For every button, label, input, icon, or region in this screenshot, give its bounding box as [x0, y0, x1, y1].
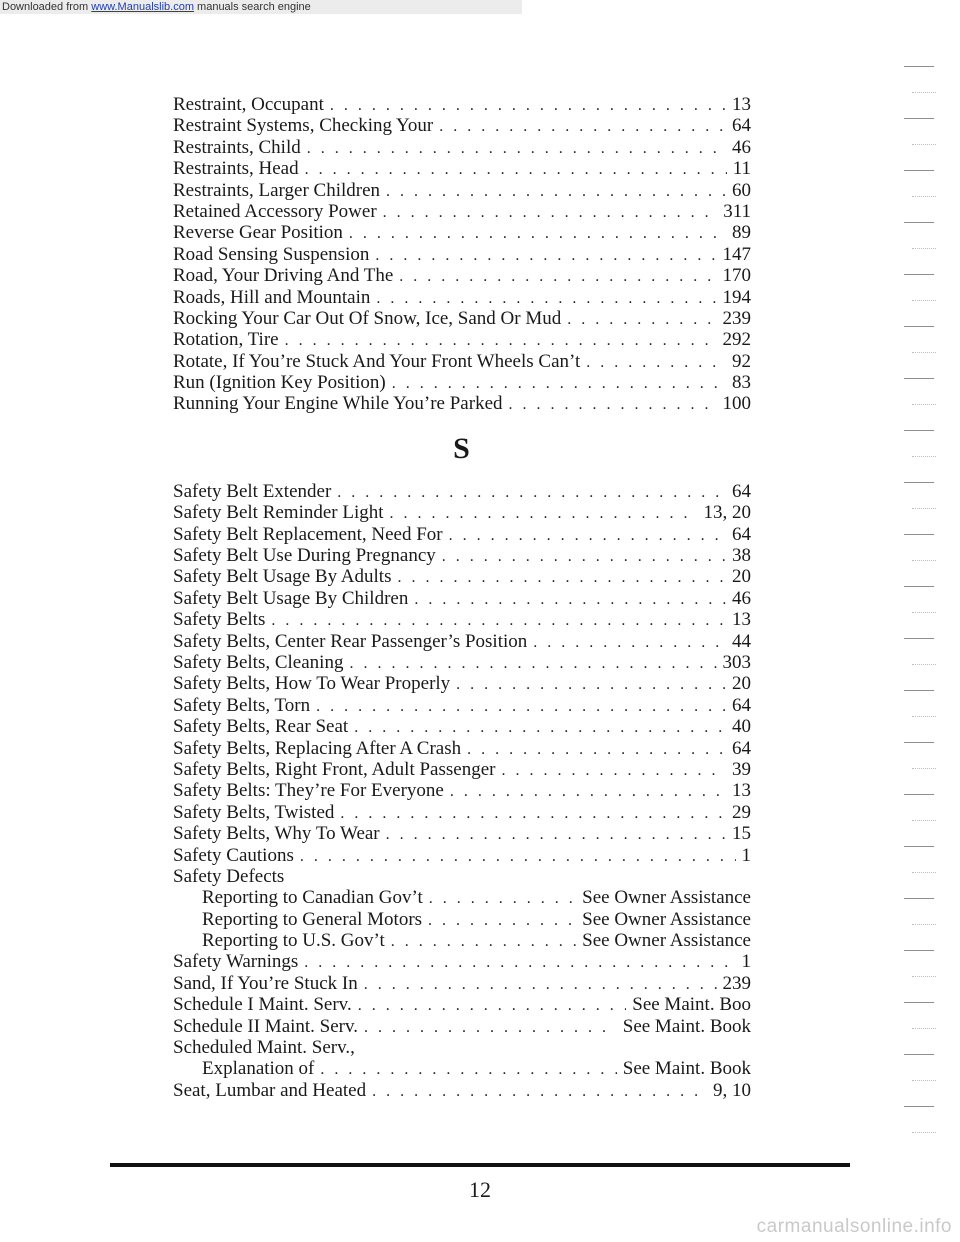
index-entry — [173, 1016, 751, 1037]
entry-label: Restraint Systems, Checking Your — [173, 115, 434, 137]
header-prefix: Downloaded from — [2, 1, 92, 13]
leader-dots — [428, 910, 576, 931]
s-entries-group — [173, 481, 751, 1101]
index-entry — [173, 673, 751, 694]
edge-dots — [912, 352, 936, 354]
entry-page: 64 — [732, 480, 751, 502]
entry-label: Safety Belts, Twisted — [173, 801, 335, 823]
edge-tick — [904, 118, 934, 119]
entry-label: Rotate, If You’re Stuck And Your Front Wheels Can’t — [173, 350, 581, 372]
index-entry — [173, 823, 751, 844]
edge-dots — [912, 716, 936, 718]
entry-label: Scheduled Maint. Serv., — [173, 1037, 355, 1059]
leader-dots — [533, 632, 726, 653]
index-entry — [173, 351, 751, 372]
entry-page: 39 — [732, 758, 751, 780]
entry-page: 92 — [732, 350, 751, 372]
manualslib-link[interactable]: www.Manualslib.com — [91, 1, 194, 13]
entry-label: Safety Warnings — [173, 951, 299, 973]
edge-dots — [912, 300, 936, 302]
index-entry — [173, 137, 751, 158]
section-letter-heading: S — [453, 431, 471, 465]
edge-dots — [912, 196, 936, 198]
entry-label: Safety Belts: They’re For Everyone — [173, 780, 444, 802]
leader-dots — [449, 525, 726, 546]
index-entry — [173, 909, 751, 930]
entry-page: 194 — [722, 286, 751, 308]
entry-page: 44 — [732, 630, 751, 652]
index-entry — [173, 222, 751, 243]
page-edge-marks — [904, 60, 944, 1160]
edge-tick — [904, 690, 934, 691]
edge-tick — [904, 846, 934, 847]
leader-dots — [316, 696, 726, 717]
edge-dots — [912, 92, 936, 94]
leader-dots — [414, 589, 726, 610]
leader-dots — [376, 288, 716, 309]
entry-page: 9, 10 — [713, 1079, 751, 1101]
leader-dots — [391, 931, 576, 952]
entry-label: Restraints, Head — [173, 158, 299, 180]
leader-dots — [349, 653, 716, 674]
entry-page: 89 — [732, 222, 751, 244]
edge-tick — [904, 950, 934, 951]
index-entry — [173, 973, 751, 994]
index-entry — [173, 631, 751, 652]
leader-dots — [320, 1059, 616, 1080]
entry-page: See Maint. Book — [622, 1058, 751, 1080]
edge-dots — [912, 612, 936, 614]
entry-label: Reverse Gear Position — [173, 222, 343, 244]
entry-page: 83 — [732, 372, 751, 394]
entry-page: 20 — [732, 566, 751, 588]
leader-dots — [330, 95, 726, 116]
edge-tick — [904, 1106, 934, 1107]
leader-dots — [372, 1081, 707, 1102]
entry-label: Run (Ignition Key Position) — [173, 372, 386, 394]
watermark: carmanualsonline.info — [756, 1216, 952, 1237]
entry-label: Safety Defects — [173, 865, 285, 887]
index-entry — [173, 759, 751, 780]
download-source-header — [0, 0, 522, 14]
index-entry — [173, 158, 751, 179]
footer-rule — [110, 1163, 850, 1167]
page-number: 12 — [469, 1177, 491, 1202]
edge-dots — [912, 560, 936, 562]
index-entry — [173, 502, 751, 523]
index-entry — [173, 115, 751, 136]
entry-page: 64 — [732, 523, 751, 545]
index-entry — [173, 1080, 751, 1101]
index-entry — [173, 802, 751, 823]
entry-label: Restraint, Occupant — [173, 94, 324, 115]
edge-dots — [912, 508, 936, 510]
leader-dots — [386, 181, 726, 202]
edge-tick — [904, 534, 934, 535]
index-entry — [173, 94, 751, 115]
index-list — [173, 94, 751, 1101]
edge-dots — [912, 1080, 936, 1082]
entry-label: Safety Belt Usage By Children — [173, 587, 409, 609]
entry-label: Safety Belts, Torn — [173, 694, 311, 716]
leader-dots — [450, 781, 726, 802]
edge-dots — [912, 768, 936, 770]
entry-page: 303 — [722, 651, 751, 673]
entry-label: Restraints, Child — [173, 136, 301, 158]
entry-label: Running Your Engine While You’re Parked — [173, 393, 503, 415]
entry-page: 64 — [732, 115, 751, 137]
entry-label: Explanation of — [202, 1058, 315, 1080]
index-entry — [173, 545, 751, 566]
entry-page: 239 — [722, 307, 751, 329]
entry-page: 13 — [732, 609, 751, 631]
index-entry — [173, 481, 751, 502]
edge-dots — [912, 1028, 936, 1030]
edge-dots — [912, 456, 936, 458]
index-entry — [173, 329, 751, 350]
edge-dots — [912, 1132, 936, 1134]
edge-tick — [904, 742, 934, 743]
entry-label: Safety Belt Replacement, Need For — [173, 523, 443, 545]
leader-dots — [364, 1017, 617, 1038]
entry-label: Road, Your Driving And The — [173, 265, 394, 287]
leader-dots — [364, 974, 717, 995]
entry-page: 13 — [732, 94, 751, 115]
entry-label: Schedule I Maint. Serv. — [173, 994, 352, 1016]
edge-tick — [904, 794, 934, 795]
entry-page: 64 — [732, 694, 751, 716]
entry-label: Safety Belts, How To Wear Properly — [173, 673, 451, 695]
edge-tick — [904, 1054, 934, 1055]
leader-dots — [383, 202, 718, 223]
leader-dots — [375, 245, 716, 266]
entry-label: Reporting to General Motors — [202, 908, 423, 930]
entry-page: 20 — [732, 673, 751, 695]
leader-dots — [390, 503, 698, 524]
leader-dots — [429, 888, 576, 909]
leader-dots — [307, 138, 726, 159]
entry-page: 100 — [722, 393, 751, 415]
index-entry — [173, 308, 751, 329]
leader-dots — [337, 482, 726, 503]
entry-page: 13, 20 — [703, 502, 751, 524]
leader-dots — [586, 352, 726, 373]
entry-page: See Maint. Boo — [632, 994, 751, 1016]
edge-dots — [912, 404, 936, 406]
leader-dots — [399, 266, 716, 287]
leader-dots — [392, 373, 726, 394]
index-entry — [173, 180, 751, 201]
entry-label: Rocking Your Car Out Of Snow, Ice, Sand Or Mud — [173, 307, 562, 329]
entry-label: Safety Belt Use During Pregnancy — [173, 545, 436, 567]
index-entry — [173, 201, 751, 222]
index-entry — [173, 566, 751, 587]
index-entry — [173, 372, 751, 393]
entry-page: 13 — [732, 780, 751, 802]
edge-tick — [904, 170, 934, 171]
entry-label: Rotation, Tire — [173, 329, 279, 351]
entry-page: 29 — [732, 801, 751, 823]
leader-dots — [567, 309, 716, 330]
entry-page: 60 — [732, 179, 751, 201]
entry-page: See Owner Assistance — [582, 908, 751, 930]
entry-page: 40 — [732, 716, 751, 738]
leader-dots — [305, 159, 727, 180]
entry-label: Restraints, Larger Children — [173, 179, 381, 201]
edge-dots — [912, 924, 936, 926]
entry-label: Retained Accessory Power — [173, 200, 377, 222]
index-entry — [173, 695, 751, 716]
index-entry — [173, 930, 751, 951]
index-entry — [173, 287, 751, 308]
index-entry — [173, 780, 751, 801]
entry-page: See Owner Assistance — [582, 930, 751, 952]
index-entry — [173, 524, 751, 545]
edge-tick — [904, 378, 934, 379]
index-entry — [173, 845, 751, 866]
entry-page: 38 — [732, 545, 751, 567]
entry-page: 170 — [722, 265, 751, 287]
entry-page: 311 — [723, 200, 751, 222]
entry-label: Sand, If You’re Stuck In — [173, 972, 358, 994]
leader-dots — [509, 394, 717, 415]
index-entry — [173, 1058, 751, 1079]
leader-dots — [397, 567, 726, 588]
leader-dots — [340, 803, 726, 824]
leader-dots — [300, 846, 736, 867]
edge-tick — [904, 898, 934, 899]
entry-page: 64 — [732, 737, 751, 759]
entry-label: Reporting to Canadian Gov’t — [202, 887, 423, 909]
leader-dots — [304, 952, 735, 973]
edge-tick — [904, 274, 934, 275]
edge-dots — [912, 872, 936, 874]
edge-tick — [904, 638, 934, 639]
edge-tick — [904, 430, 934, 431]
index-entry — [173, 244, 751, 265]
entry-label: Seat, Lumbar and Heated — [173, 1079, 367, 1101]
edge-dots — [912, 820, 936, 822]
leader-dots — [501, 760, 726, 781]
edge-dots — [912, 976, 936, 978]
leader-dots — [456, 674, 726, 695]
index-entry — [173, 393, 751, 414]
edge-tick — [904, 482, 934, 483]
leader-dots — [285, 330, 717, 351]
entry-label: Safety Belts, Cleaning — [173, 651, 344, 673]
entry-label: Schedule II Maint. Serv. — [173, 1015, 359, 1037]
index-entry — [173, 716, 751, 737]
index-entry — [173, 609, 751, 630]
entry-page: 1 — [741, 951, 751, 973]
edge-tick — [904, 222, 934, 223]
edge-tick — [904, 586, 934, 587]
edge-tick — [904, 326, 934, 327]
leader-dots — [386, 824, 726, 845]
entry-label: Safety Belts, Rear Seat — [173, 716, 349, 738]
edge-dots — [912, 144, 936, 146]
edge-dots — [912, 664, 936, 666]
index-entry — [173, 1037, 751, 1058]
entry-label: Safety Belt Extender — [173, 480, 332, 502]
entry-page: 147 — [722, 243, 751, 265]
leader-dots — [439, 116, 726, 137]
entry-label: Safety Belts, Right Front, Adult Passenger — [173, 758, 496, 780]
entry-page: 292 — [722, 329, 751, 351]
entry-label: Safety Belts, Center Rear Passenger’s Position — [173, 630, 528, 652]
entry-label: Safety Belts — [173, 609, 266, 631]
index-entry — [173, 994, 751, 1015]
entry-page: 1 — [741, 844, 751, 866]
index-entry — [173, 265, 751, 286]
leader-dots — [354, 717, 726, 738]
header-suffix: manuals search engine — [193, 1, 311, 13]
index-entry — [173, 738, 751, 759]
entry-page: 11 — [732, 158, 751, 180]
entry-label: Road Sensing Suspension — [173, 243, 370, 265]
index-entry — [173, 887, 751, 908]
r-entries-group — [173, 94, 751, 415]
index-entry — [173, 951, 751, 972]
leader-dots — [271, 610, 726, 631]
index-entry — [173, 588, 751, 609]
entry-label: Roads, Hill and Mountain — [173, 286, 371, 308]
entry-page: 15 — [732, 823, 751, 845]
entry-page: See Owner Assistance — [582, 887, 751, 909]
leader-dots — [349, 223, 726, 244]
index-entry — [173, 652, 751, 673]
entry-label: Safety Belts, Why To Wear — [173, 823, 380, 845]
index-entry — [173, 866, 751, 887]
leader-dots — [467, 739, 726, 760]
edge-tick — [904, 66, 934, 67]
leader-dots — [442, 546, 726, 567]
leader-dots — [358, 995, 627, 1016]
entry-label: Safety Belt Reminder Light — [173, 502, 384, 524]
entry-page: 239 — [722, 972, 751, 994]
entry-page: 46 — [732, 136, 751, 158]
entry-label: Safety Belt Usage By Adults — [173, 566, 392, 588]
edge-dots — [912, 248, 936, 250]
edge-tick — [904, 1002, 934, 1003]
entry-page: 46 — [732, 587, 751, 609]
entry-label: Reporting to U.S. Gov’t — [202, 930, 385, 952]
entry-label: Safety Belts, Replacing After A Crash — [173, 737, 462, 759]
entry-label: Safety Cautions — [173, 844, 294, 866]
entry-page: See Maint. Book — [622, 1015, 751, 1037]
